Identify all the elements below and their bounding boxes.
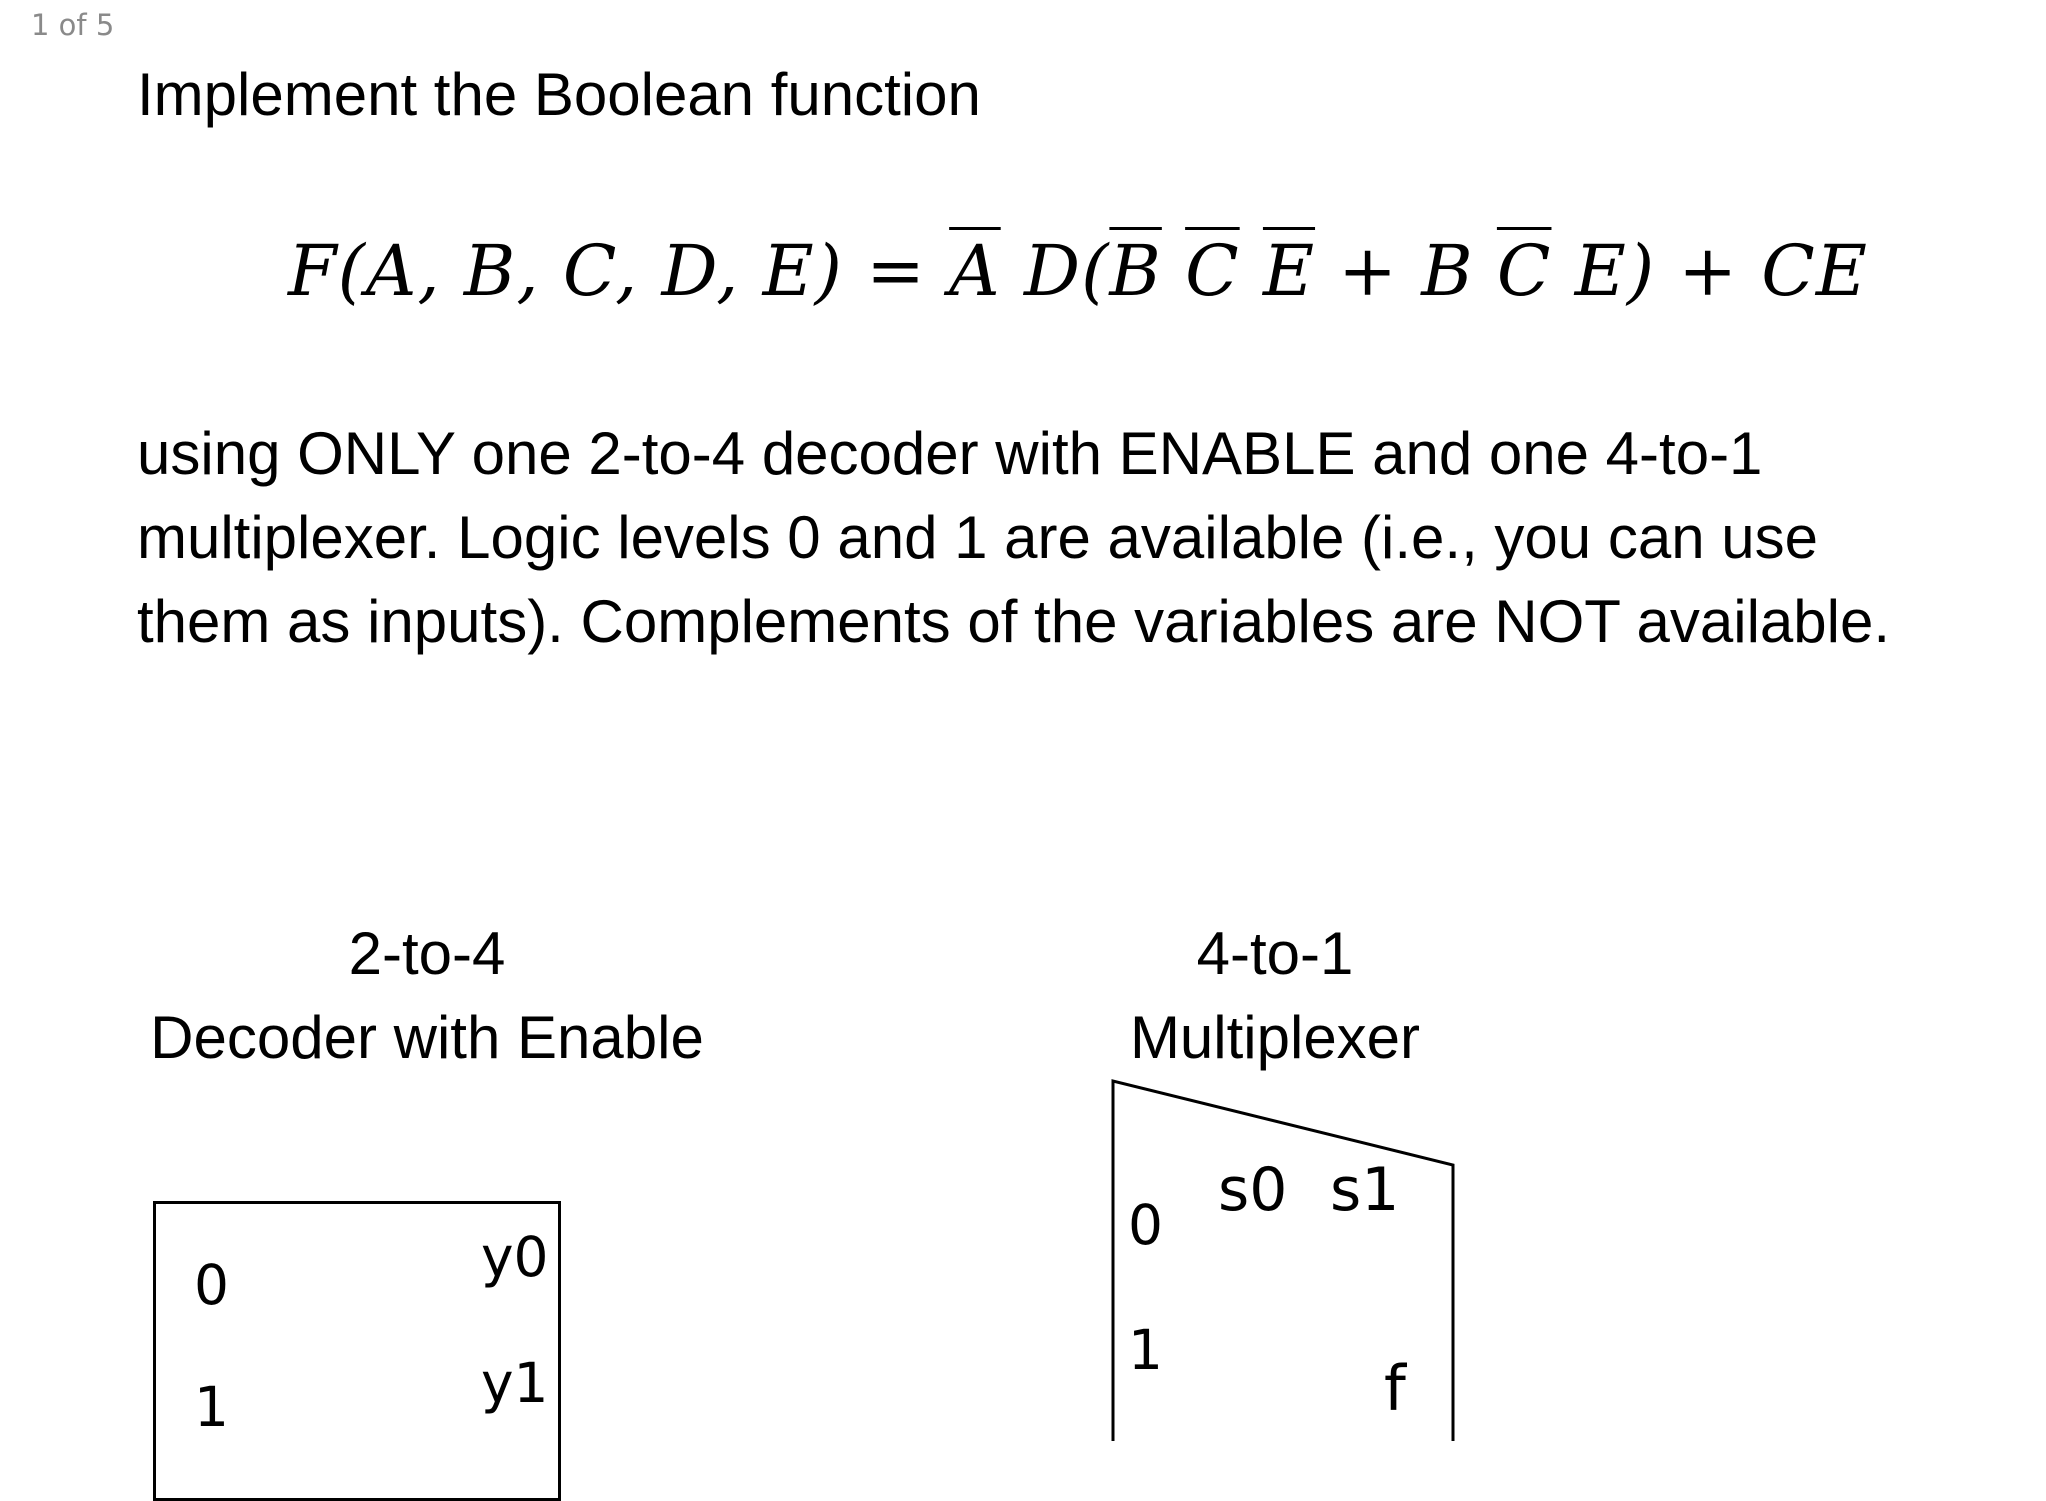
- mux-input-0: 0: [1128, 1193, 1163, 1257]
- decoder-output-y1: y1: [481, 1351, 549, 1415]
- mux-input-1: 1: [1128, 1318, 1163, 1382]
- decoder-caption-line1: 2-to-4: [348, 920, 506, 987]
- problem-description: using ONLY one 2-to-4 decoder with ENABLE and one 4-to-1 multiplexer. Logic levels 0 and 1 are available (i.e., you can use them as inputs). Complements of the variables are NOT available.: [137, 420, 1891, 655]
- mux-output-f: f: [1384, 1352, 1406, 1425]
- decoder-input-0: 0: [194, 1253, 229, 1317]
- formula-b-complement: $\overline{B}$: [1109, 230, 1162, 312]
- mux-select-s0: s0: [1218, 1155, 1288, 1225]
- formula-d: D(: [1000, 230, 1110, 312]
- page-indicator: 1 of 5: [31, 8, 115, 42]
- decoder-caption-line2: Decoder with Enable: [150, 1004, 704, 1071]
- formula-c-complement-2: $\overline{C}$: [1496, 230, 1552, 312]
- formula-plus-b: + B: [1315, 230, 1497, 312]
- formula-a-complement: $\overline{A}$: [949, 230, 1001, 312]
- problem-title: Implement the Boolean function: [137, 61, 981, 128]
- decoder-input-1: 1: [194, 1375, 229, 1439]
- formula-lhs: F(A, B, C, D, E) =: [288, 230, 950, 312]
- mux-caption-line1: 4-to-1: [1196, 920, 1354, 987]
- decoder-output-y0: y0: [481, 1225, 549, 1289]
- mux-caption-line2: Multiplexer: [1129, 1004, 1421, 1071]
- formula-c-complement-1: $\overline{C}$: [1185, 230, 1240, 312]
- formula-e-complement: $\overline{E}$: [1262, 230, 1316, 312]
- formula-tail: E) + CE: [1551, 230, 1868, 312]
- mux-select-s1: s1: [1330, 1155, 1400, 1225]
